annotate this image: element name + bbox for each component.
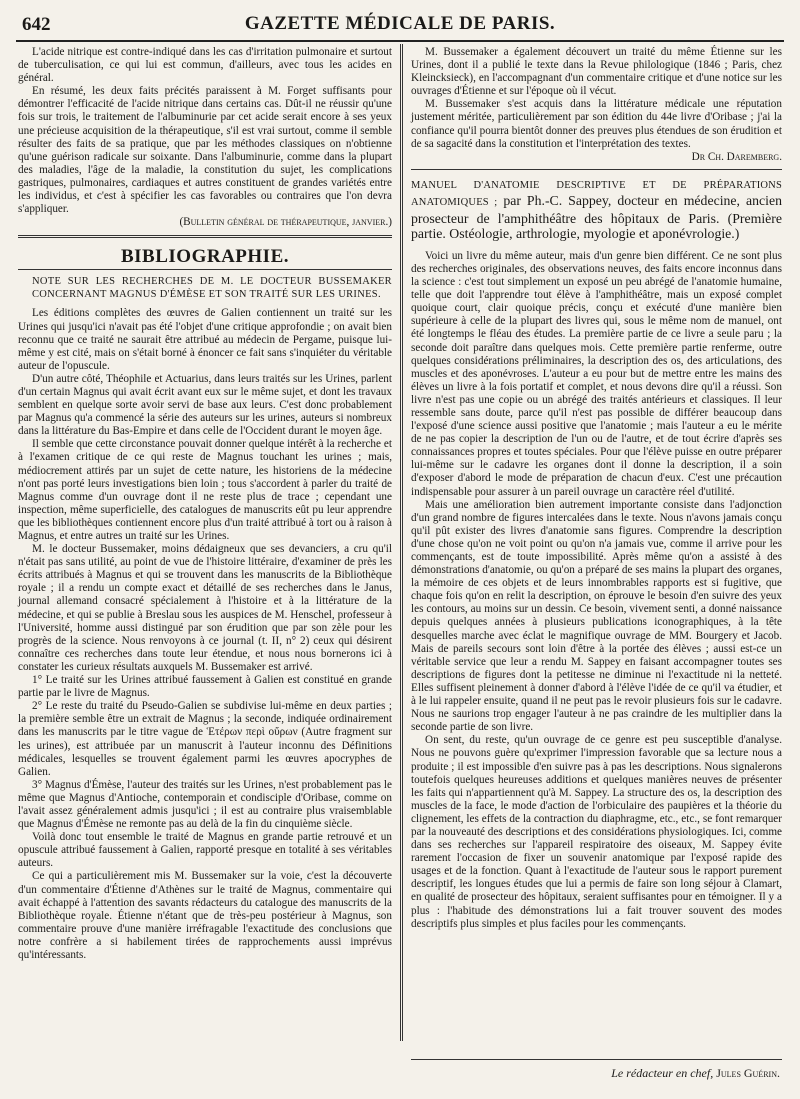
section-rule: [18, 269, 392, 270]
paragraph: 2° Le reste du traité du Pseudo-Galien se subdivise lui-même en deux parties ; la première semble être un extrait de Magnus ; la seconde, indiquée ordinairement dans les manuscrits par le titre vague de Ἑτέρων περὶ οὔρων (Autre fragment sur les urines), est attribuée par un manuscrit à l'auteur inconnu des Définitions médicales, lesquelles se trouvent également parmi les œuvres apocryphes de Galien.: [18, 700, 392, 778]
paragraph: M. Bussemaker a également découvert un traité du même Étienne sur les Urines, dont il a publié le texte dans la Revue philologique (1846 ; Paris, chez Kleincksieck), en l'accompagnant d'un commentaire critique et d'une notice sur les ouvrages d'Étienne et sur l'époque où il vécut.: [411, 46, 782, 98]
title-rest: par Ph.-C. Sappey, docteur en médecine, ancien prosecteur de l'amphithéâtre des hôpitaux de Paris. (Première partie. Ostéologie, arthrologie, myologie et aponévrologie.): [411, 193, 782, 242]
paragraph: D'un autre côté, Théophile et Actuarius, dans leurs traités sur les Urines, parlent d'un certain Magnus qui avait écrit avant eux sur le même sujet, et dont les travaux semblent en quelque sorte avoir servi de base aux leurs. C'est donc probablement par Magnus qu'a commencé la série des auteurs sur les urines, auteurs si nombreux dans la littérature du Bas-Empire et dans celle de l'Occident durant le moyen âge.: [18, 372, 392, 438]
paragraph: Il semble que cette circonstance pouvait donner quelque intérêt à la recherche et à l'examen critique de ce qui reste de Magnus touchant les urines ; mais, médiocrement attirés par un sujet de cette nature, les historiens de la médecine n'ont pas porté leurs investigations bien loin ; tous s'accordent à parler du traité de Magnus comme d'un ouvrage dont il ne reste plus de trace ; cependant une inspection, même superficielle, des catalogues de manuscrits eût pu leur apprendre que les bibliothèques contiennent encore plus d'un traité attribué à tort ou à raison à Magnus, et entre autres un traité sur les Urines.: [18, 438, 392, 542]
paragraph: Voilà donc tout ensemble le traité de Magnus en grande partie retrouvé et un opuscule attribué faussement à Galien, rapporté presque en totalité à ses véritables auteurs.: [18, 831, 392, 870]
paragraph: Mais une amélioration bien autrement importante consiste dans l'adjonction d'un grand nombre de figures intercalées dans le texte. Nous n'avons jamais conçu qu'il pût exister des livres d'anatomie sans figures. Comprendre la description d'une chose qu'on ne voit point ou qu'on n'a jamais vue, comme il arrive pour les commençants, est de toute impossibilité. Après même qu'on a assisté à des démonstrations d'anatomie, ou qu'on a préparé de ses mains la plupart des organes, la mémoire de ces objets et de leurs innombrables rapports est si fugitive, que chaque fois qu'on en relit la description, on éprouve le besoin d'en suivre des yeux les contours, au moins sur un dessin. Ce besoin, vivement senti, a donné naissance depuis quelques années à plusieurs publications iconographiques, à la tête desquelles marche avec éclat le magnifique ouvrage de MM. Bourgery et Jacob. Mais de pareils secours sont loin d'être à la portée des élèves ; aussi est-ce un véritable service que leur a rendu M. Sappey en faisant accompagner toutes ses descriptions de figures dont la petitesse ne diminue ni l'exactitude ni la netteté. Elles suffisent pleinement à donner d'abord à l'élève l'idée de ce qu'il va étudier, et à le lui rappeler ensuite, quand il ne peut pas le revoir plusieurs fois sur le cadavre. Nous ne saurions trop engager l'auteur à ne pas craindre de les multiplier dans la seconde partie de son livre.: [411, 498, 782, 734]
title-caps: MANUEL D'ANATOMIE DESCRIPTIVE ET DE PRÉPARATIONS ANATOMIQUES ;: [411, 179, 782, 209]
section-rule: [18, 235, 392, 238]
paragraph: On sent, du reste, qu'un ouvrage de ce genre est peu susceptible d'analyse. Nous ne pouvons guère qu'exprimer l'impression favorable que sa lecture nous a produite ; il est impossible d'en suivre pas à pas les descriptions. Nous signalerons toutefois quelques heureuses additions et quelques manières neuves de présenter les faits qui n'appartiennent qu'à M. Sappey. La structure des os, la description des muscles de la face, le mode d'action de l'orbiculaire des paupières et la théorie du clignement, les effets de la contraction du diaphragme, etc., etc., se font remarquer par la nouveauté des descriptions et des considérations physiologiques. Ici, comme dans ses recherches sur l'appareil respiratoire des oiseaux, M. Sappey évite rarement l'occasion de fixer un souvenir anatomique par l'exposé rapide des usages et de la fonction. Quant à l'exactitude de l'auteur sous le rapport purement descriptif, les longues études que lui a permis de faire son long séjour à Clamart, en qualité de prosecteur des hôpitaux, seraient suffisantes pour en témoigner. Il y a plus : l'habitude des démonstrations lui a fait trouver souvent des modes descriptifs plus simples et plus faciles pour les commençants.: [411, 734, 782, 930]
paragraph: Les éditions complètes des œuvres de Galien contiennent un traité sur les Urines qui jusqu'ici n'avait pas été l'objet d'une critique approfondie ; on avait bien reconnu que ce traité ne saurait être attribué au médecin de Pergame, puisque lui-même y est cité, mais on s'était borné à énoncer ce fait sans s'inquiéter du véritable auteur de l'opuscule.: [18, 307, 392, 372]
footer-rule: [411, 1059, 782, 1060]
header-rule: [16, 40, 784, 42]
article-title: NOTE SUR LES RECHERCHES DE M. LE DOCTEUR BUSSEMAKER CONCERNANT MAGNUS D'ÉMÈSE ET SON TRAITÉ SUR LES URINES.: [32, 276, 392, 301]
editor-label: Le rédacteur en chef,: [611, 1066, 717, 1080]
paragraph: Voici un livre du même auteur, mais d'un genre bien différent. Ce ne sont plus des recherches originales, des observations neuves, des faits encore inconnus dans la science : c'est tout simplement un exposé un peu abrégé de l'anatomie humaine, telle que doit l'apprendre tout élève à l'amphithéâtre, mais un exposé complet quoique court, clair quoique précis, conçu et exécuté d'une manière bien supérieure à celle de la plupart des livres qui, sous le même nom de manuel, ont été longtemps le fléau des études. La première partie de ce livre a seule paru ; la seconde doit paraître dans quelques mois. Cette première partie renferme, outre quelques considérations préliminaires, la description des os, des articulations, des muscles et des aponévroses. L'auteur a eu pour but de mettre entre les mains des élèves un livre à la fois portatif et complet, et nous devons dire qu'il a réussi. Son livre n'est pas une copie ou un abrégé des traités antérieurs et classiques. Il leur ressemble sans doute, parce qu'il n'est pas possible de différer beaucoup dans l'exposé d'une science aussi positive que l'anatomie ; mais l'auteur a eu le mérite de ne pas copier la description de l'un ou de l'autre, et de tout écrire d'après ses connaissances propres et toutes spéciales. Pour que l'élève puisse en outre préparer lui-même sur le cadavre les organes dont il donne la description, il a soin d'exposer d'abord le mode de préparation de chacun d'eux. C'est une précaution indispensable pour assurer à un pareil ouvrage un caractère réel d'utilité.: [411, 249, 782, 498]
paragraph: M. le docteur Bussemaker, moins dédaigneux que ses devanciers, a cru qu'il n'était pas sans utilité, au point de vue de l'histoire littéraire, d'examiner de près les écrits attribués à Magnus et qui se trouvent dans les manuscrits de la Bibliothèque royale ; il a rendu un compte exact et détaillé de ses recherches dans le Janus, journal allemand consacré spécialement à l'histoire et à la littérature de la médecine, et qui se publie à Breslau sous les auspices de M. Henschel, professeur à l'Université, homme aussi distingué par son érudition que par son zèle pour les progrès de la science. Nous renvoyons à ce journal (t. II, n° 2) ceux qui désirent connaître ces recherches dans toute leur étendue, et nous nous bornerons ici à constater les curieux résultats auxquels M. Bussemaker est arrivé.: [18, 543, 392, 673]
section-heading: BIBLIOGRAPHIE.: [120, 246, 289, 268]
left-column: [18, 46, 392, 962]
editor-name: Jules Guérin.: [716, 1066, 780, 1080]
paragraph: Ce qui a particulièrement mis M. Bussemaker sur la voie, c'est la découverte d'un commentaire d'Étienne d'Athènes sur le traité de Magnus, commentaire qui avait échappé à l'attention des savants rédacteurs du catalogue des manuscrits de la Bibliothèque royale. Étienne n'étant que de très-peu postérieur à Magnus, son commentaire prouve d'une manière irréfragable l'exactitude des conclusions que notre confrère a si habilement tirées de rapprochements aussi imprévus qu'intéressants.: [18, 870, 392, 961]
paragraph: 3° Magnus d'Émèse, l'auteur des traités sur les Urines, n'est probablement pas le même que Magnus d'Antioche, contemporain et condisciple d'Oribase, comme on l'avait assez généralement admis jusqu'ici ; il est au contraire plus vraisemblable que Magnus d'Émèse ne remonte pas au delà de la fin du cinquième siècle.: [18, 778, 392, 831]
article-title: [411, 176, 782, 242]
journal-title: GAZETTE MÉDICALE DE PARIS.: [244, 13, 556, 34]
right-column: [411, 46, 782, 931]
signature: Dr Ch. Daremberg.: [691, 150, 782, 163]
section-rule: [411, 169, 782, 170]
source-citation: (Bulletin général de thérapeutique, janvier.): [179, 216, 392, 229]
page-number: 642: [22, 14, 51, 35]
paragraph: M. Bussemaker s'est acquis dans la littérature médicale une réputation justement méritée, particulièrement par son édition du 44e livre d'Oribase ; j'ai la confiance qu'il pourra bientôt donner des preuves plus étendues de son érudition et de sa sagacité dans la constitution et l'interprétation des textes.: [411, 98, 782, 150]
paragraph: L'acide nitrique est contre-indiqué dans les cas d'irritation pulmonaire et surtout de tuberculisation, ce qui lui est commun, d'ailleurs, avec tous les acides en général.: [18, 46, 392, 85]
paragraph: 1° Le traité sur les Urines attribué faussement à Galien est constitué en grande partie par le livre de Magnus.: [18, 674, 392, 700]
column-divider: [400, 44, 403, 1041]
editor-credit: [611, 1066, 780, 1081]
paragraph: En résumé, les deux faits précités paraissent à M. Forget suffisants pour démontrer l'efficacité de l'acide nitrique dans certains cas. Dût-il ne réussir qu'une fois sur trois, le traitement de l'albuminurie par cet acide serait encore à ses yeux une précieuse acquisition de la thérapeutique, s'il est vrai surtout, comme il semble résulter des faits de sa pratique, que par les méthodes classiques on n'obtienne qu'une guérison radicale sur soixante. Dans l'albuminurie, comme dans la plupart des maladies, l'âge de la maladie, la constitution du sujet, les complications gastriques, pulmonaires, cardiaques et autres constituent de grandes variétés entre les individus, et c'est à spécifier les cas favorables ou contraires que l'on devra s'appliquer.: [18, 85, 392, 216]
